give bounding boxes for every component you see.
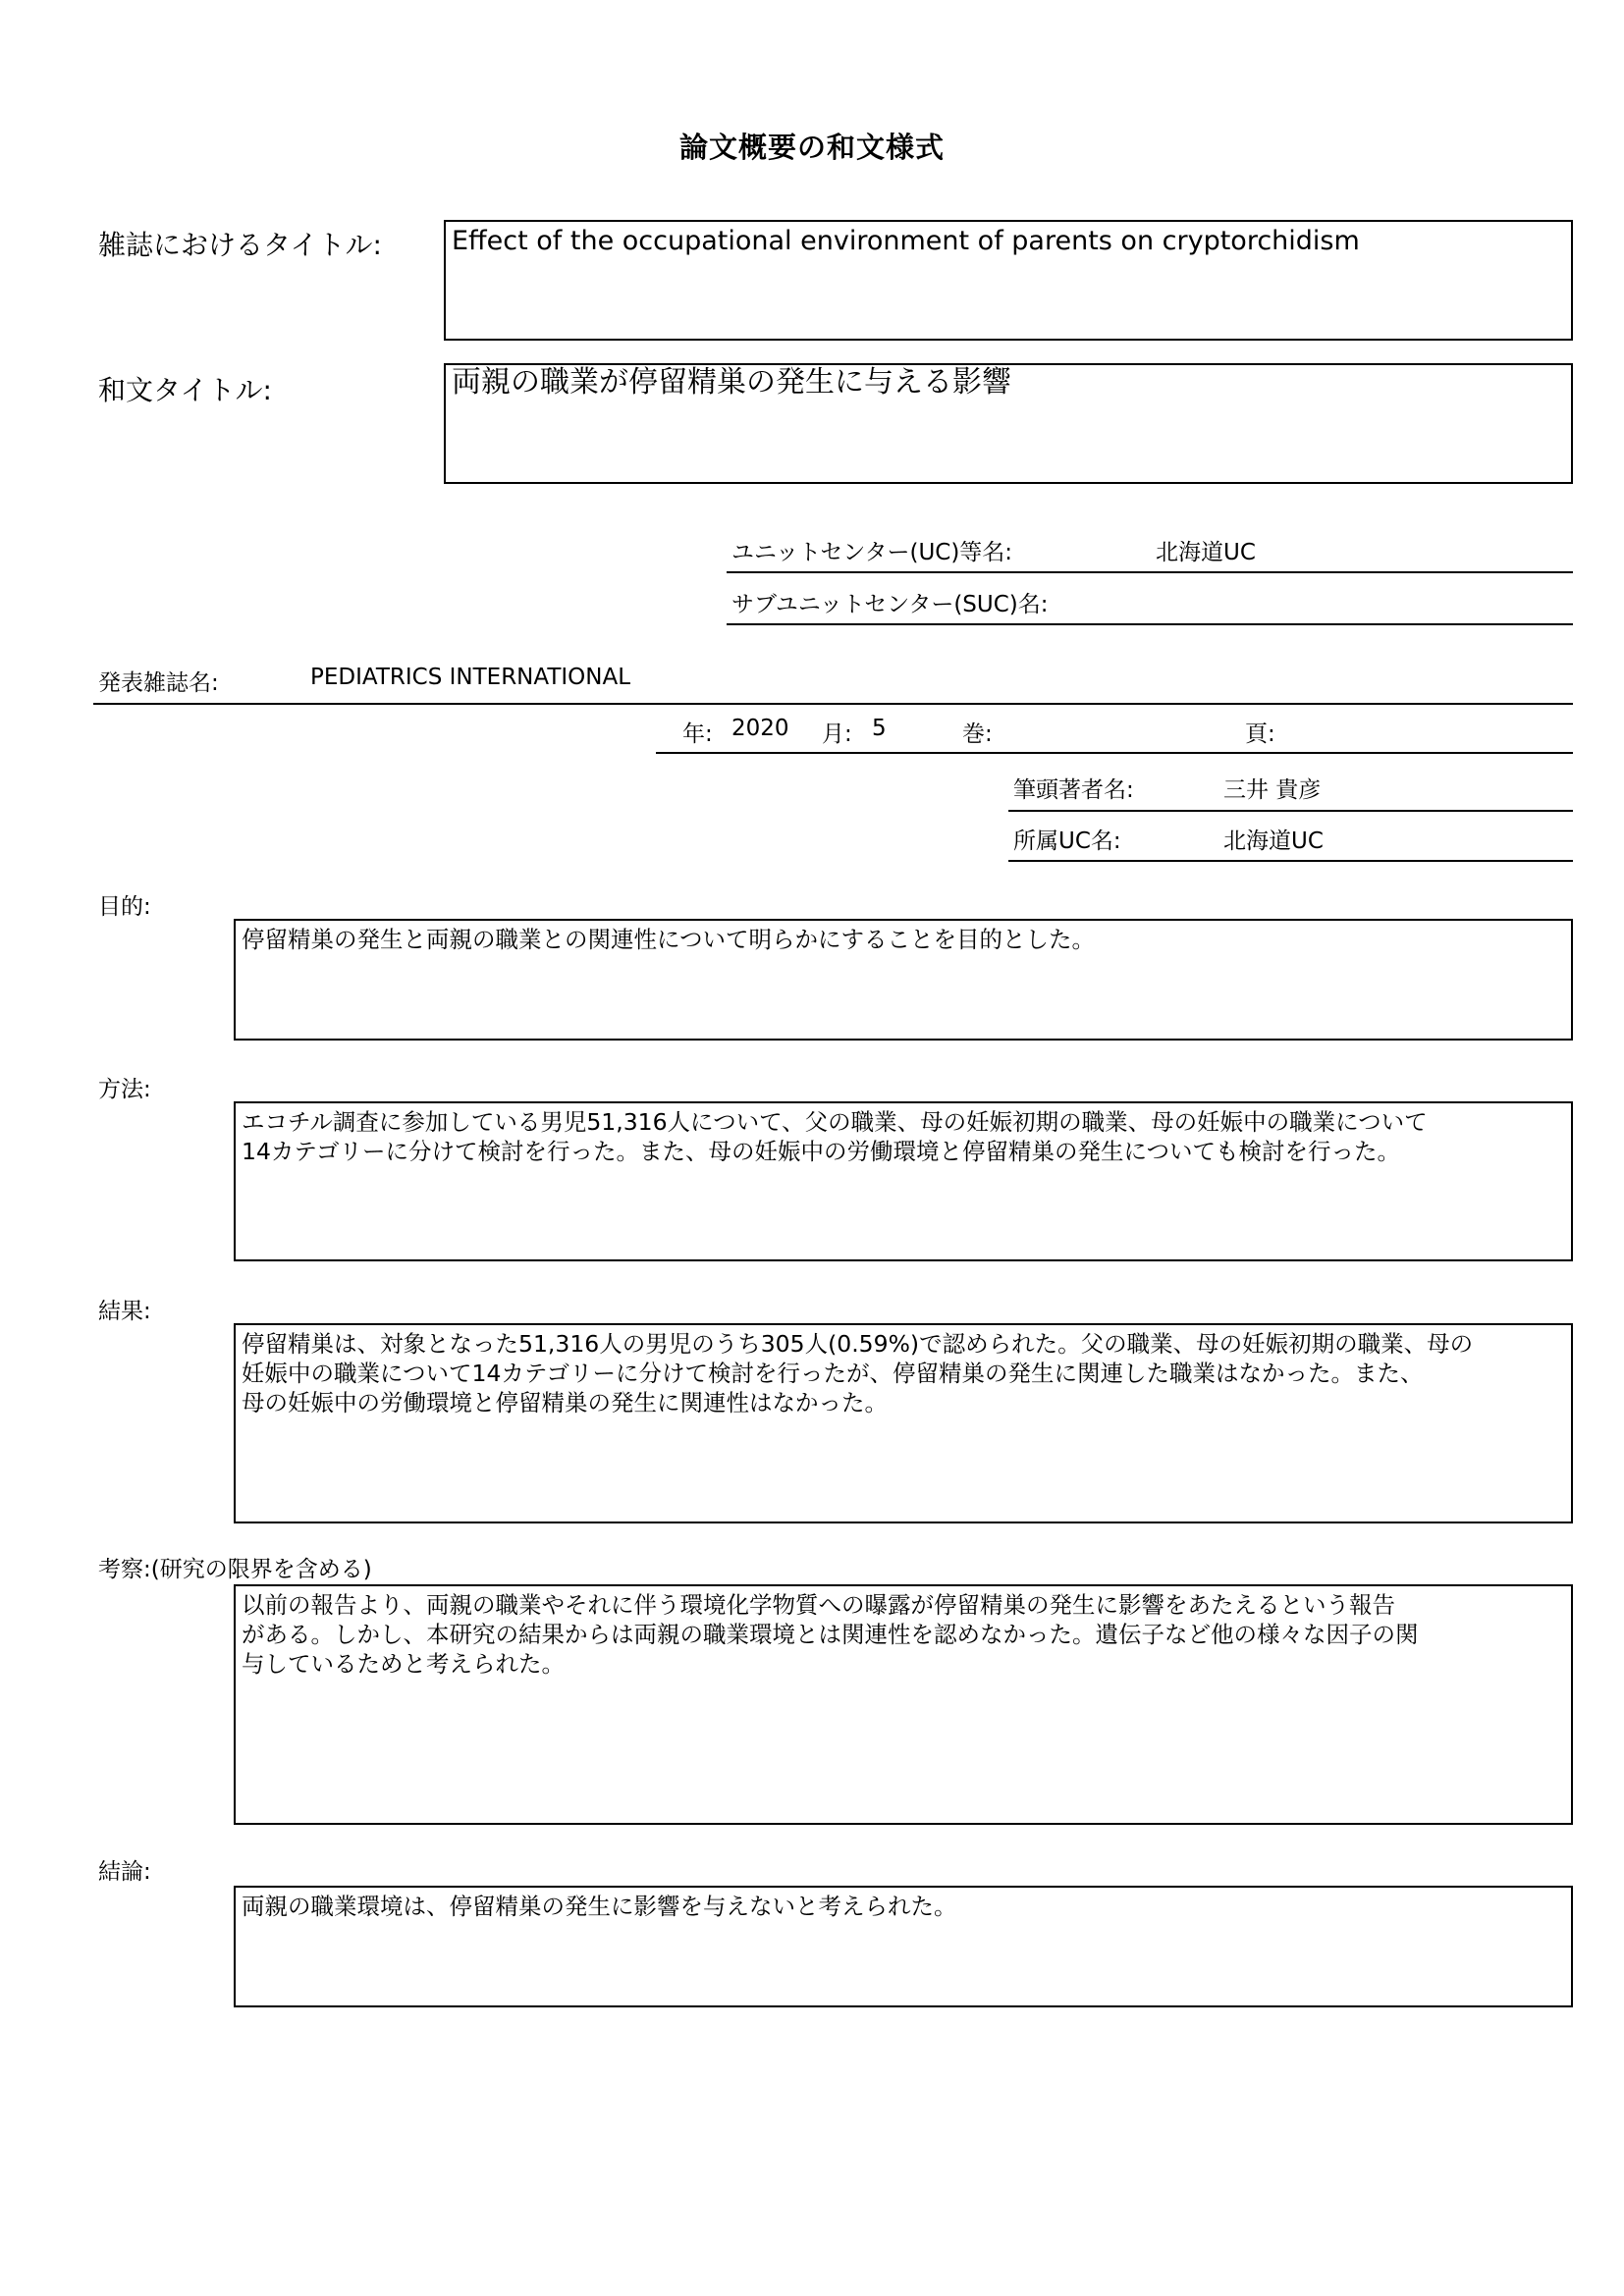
year-value: 2020 bbox=[731, 716, 789, 741]
purpose-text bbox=[242, 925, 1565, 954]
results-label: 結果: bbox=[98, 1299, 151, 1324]
results-box bbox=[234, 1323, 1573, 1523]
author-label: 筆頭著者名: bbox=[1013, 777, 1134, 803]
year-label: 年: bbox=[682, 721, 713, 747]
sub-unit-center-underline bbox=[727, 623, 1573, 625]
page-title: 論文概要の和文様式 bbox=[678, 131, 945, 164]
affiliation-value: 北海道UC bbox=[1223, 828, 1324, 854]
month-label: 月: bbox=[822, 721, 852, 747]
purpose-line: 停留精巣の発生と両親の職業との関連性について明らかにすることを目的とした。 bbox=[242, 926, 1096, 953]
results-line: 妊娠中の職業について14カテゴリーに分けて検討を行ったが、停留精巣の発生に関連した職業はなかった。また、 bbox=[242, 1360, 1424, 1387]
results-line: 停留精巣は、対象となった51,316人の男児のうち305人(0.59%)で認められた。父の職業、母の妊娠初期の職業、母の bbox=[242, 1330, 1474, 1358]
results-line: 母の妊娠中の労働環境と停留精巣の発生に関連性はなかった。 bbox=[242, 1389, 888, 1416]
journal-name-label: 発表雑誌名: bbox=[98, 670, 219, 696]
author-value: 三井 貴彦 bbox=[1223, 777, 1322, 803]
unit-center-label: ユニットセンター(UC)等名: bbox=[731, 540, 1013, 565]
conclusion-box bbox=[234, 1886, 1573, 2007]
affiliation-label: 所属UC名: bbox=[1013, 828, 1121, 854]
conclusion-label: 結論: bbox=[98, 1859, 151, 1885]
affiliation-underline bbox=[1008, 860, 1573, 862]
discussion-label: 考察:(研究の限界を含める) bbox=[98, 1557, 372, 1582]
discussion-box bbox=[234, 1584, 1573, 1825]
discussion-line: がある。しかし、本研究の結果からは両親の職業環境とは関連性を認めなかった。遺伝子など他の様々な因子の関 bbox=[242, 1621, 1419, 1648]
japanese-title-value: 両親の職業が停留精巣の発生に与える影響 bbox=[452, 365, 1011, 400]
discussion-line: 与しているためと考えられた。 bbox=[242, 1650, 565, 1678]
method-box bbox=[234, 1101, 1573, 1261]
journal-name-value: PEDIATRICS INTERNATIONAL bbox=[310, 665, 631, 690]
discussion-text bbox=[242, 1590, 1565, 1679]
publication-underline bbox=[656, 752, 1573, 754]
sub-unit-center-label: サブユニットセンター(SUC)名: bbox=[731, 592, 1049, 617]
method-label: 方法: bbox=[98, 1077, 151, 1102]
journal-title-value: Effect of the occupational environment of parents on cryptorchidism bbox=[452, 226, 1360, 256]
results-text bbox=[242, 1329, 1565, 1417]
volume-label: 巻: bbox=[962, 721, 993, 747]
method-line: 14カテゴリーに分けて検討を行った。また、母の妊娠中の労働環境と停留精巣の発生についても検討を行った。 bbox=[242, 1138, 1400, 1165]
purpose-label: 目的: bbox=[98, 894, 151, 920]
journal-title-box bbox=[444, 220, 1573, 341]
discussion-line: 以前の報告より、両親の職業やそれに伴う環境化学物質への曝露が停留精巣の発生に影響をあたえるという報告 bbox=[242, 1591, 1395, 1619]
japanese-title-box bbox=[444, 363, 1573, 484]
unit-center-underline bbox=[727, 571, 1573, 573]
unit-center-value: 北海道UC bbox=[1156, 540, 1256, 565]
method-text bbox=[242, 1107, 1565, 1166]
author-underline bbox=[1008, 810, 1573, 812]
purpose-box bbox=[234, 919, 1573, 1041]
journal-title-label: 雑誌におけるタイトル: bbox=[98, 229, 382, 261]
journal-name-underline bbox=[93, 703, 1573, 705]
japanese-title-label: 和文タイトル: bbox=[98, 374, 272, 406]
method-line: エコチル調査に参加している男児51,316人について、父の職業、母の妊娠初期の職業、母の妊娠中の職業について bbox=[242, 1108, 1428, 1136]
conclusion-line: 両親の職業環境は、停留精巣の発生に影響を与えないと考えられた。 bbox=[242, 1893, 957, 1920]
page-label: 頁: bbox=[1245, 721, 1275, 747]
month-value: 5 bbox=[872, 716, 887, 741]
conclusion-text bbox=[242, 1892, 1565, 1921]
